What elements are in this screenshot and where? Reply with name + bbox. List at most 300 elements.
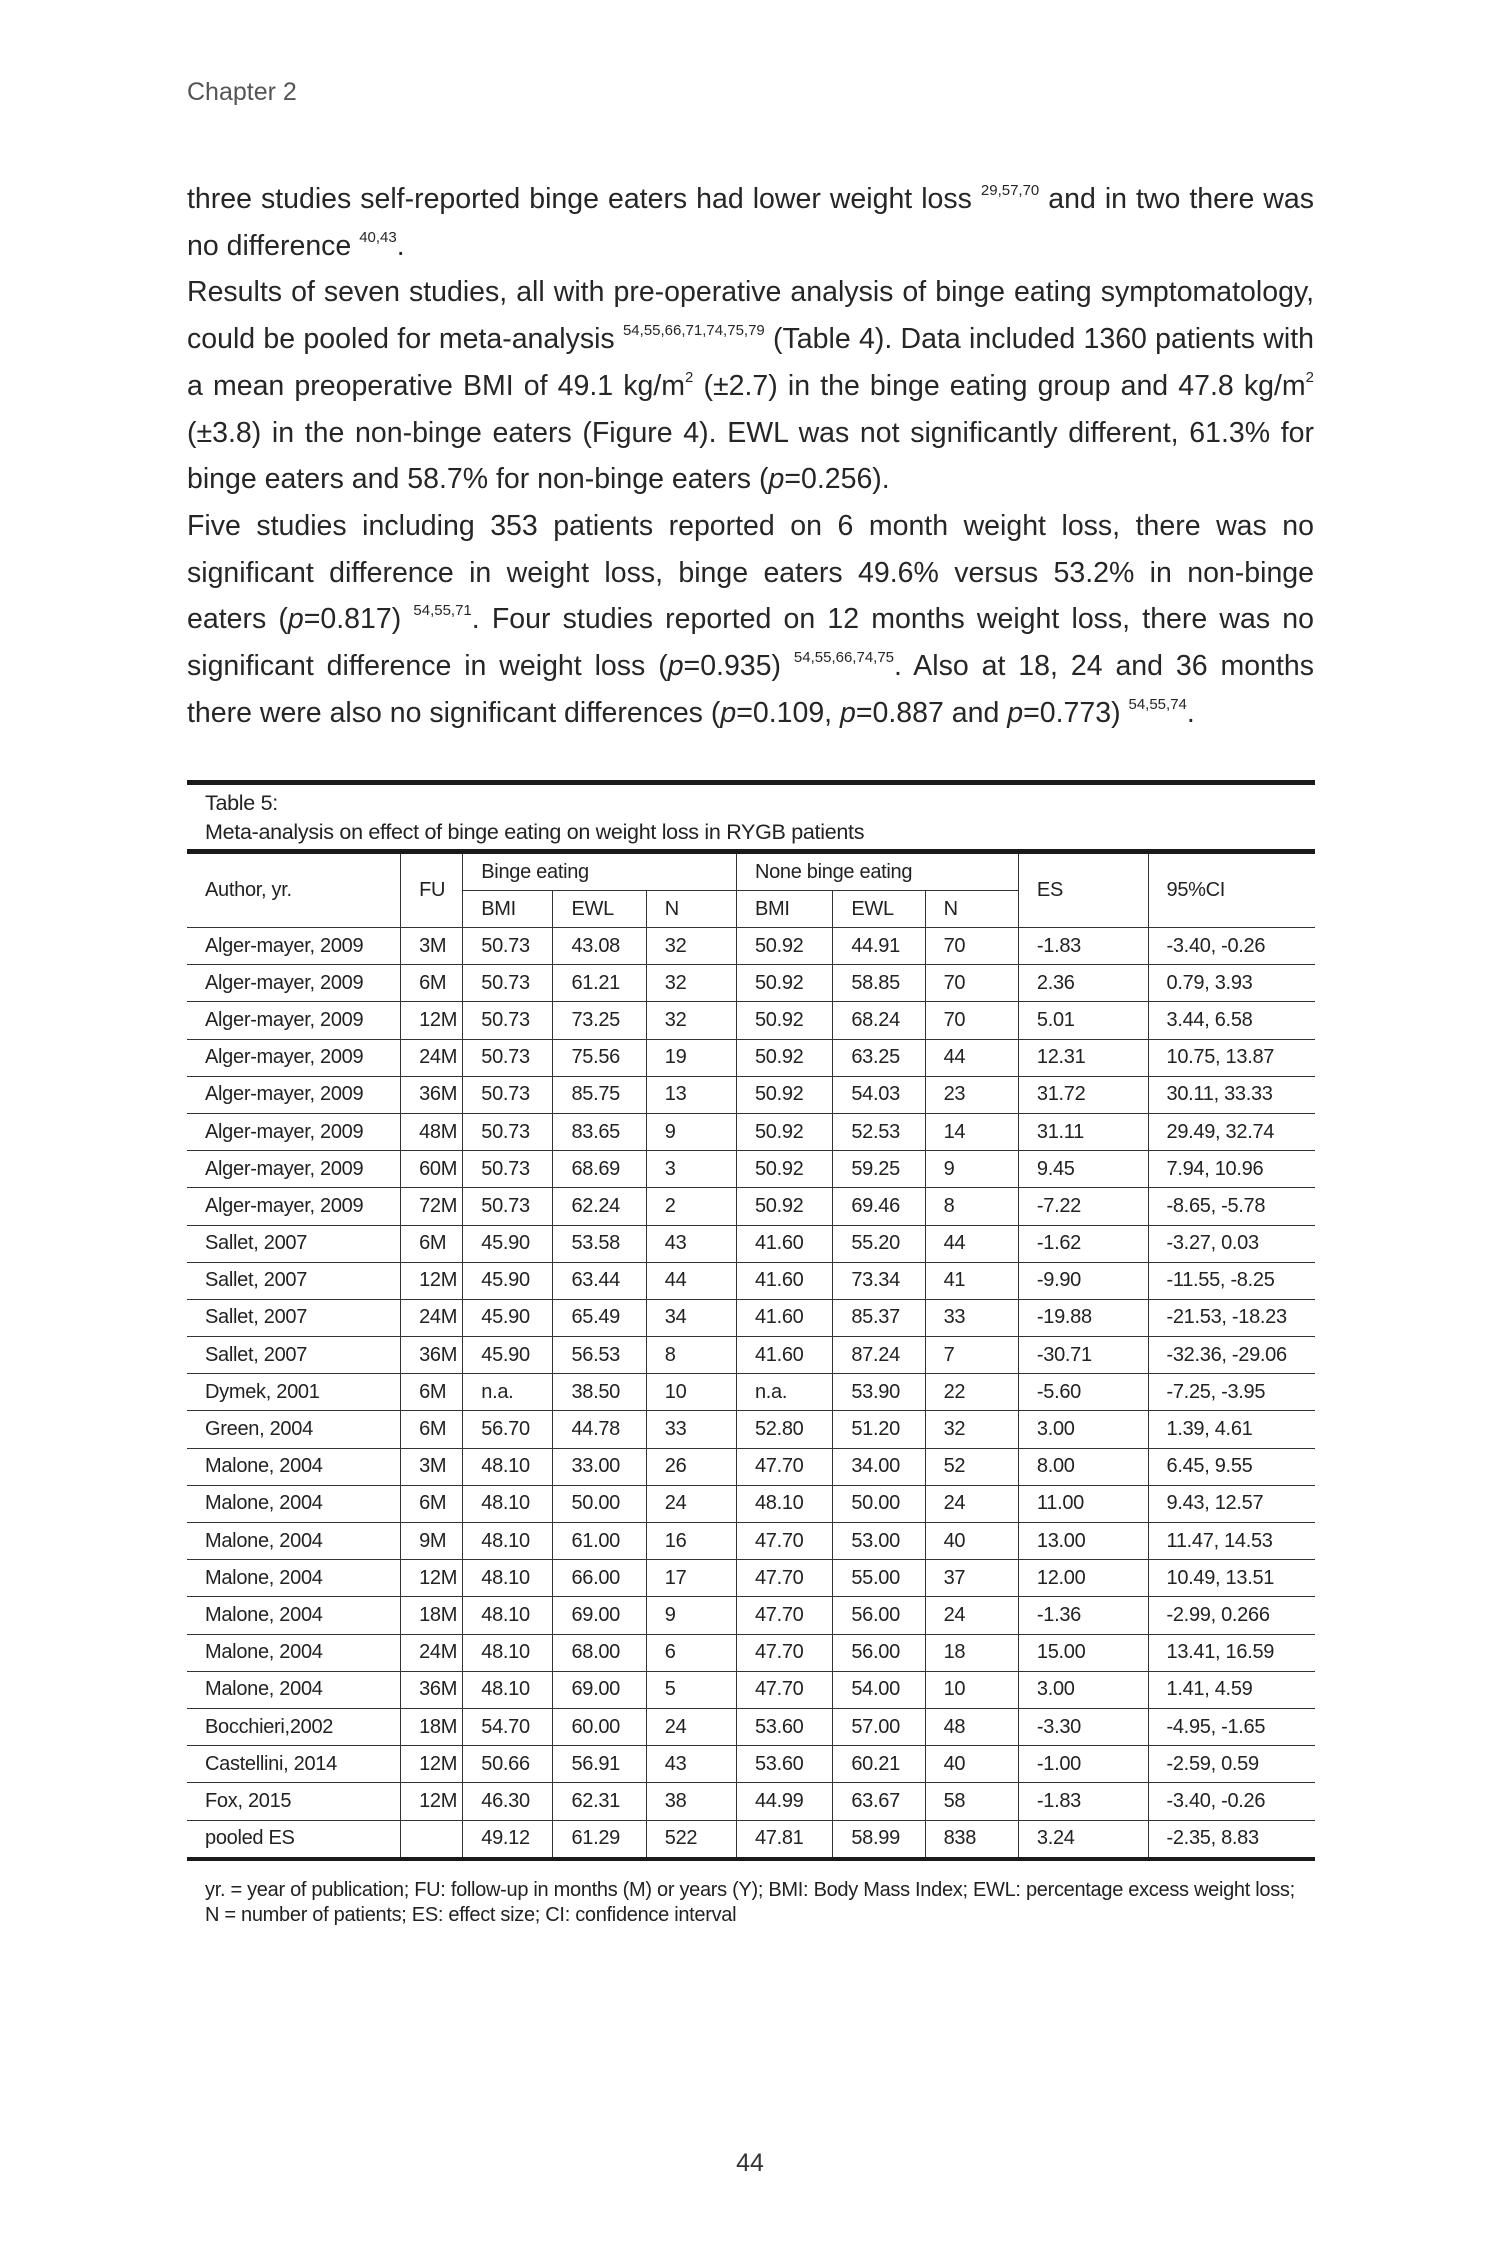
- citation-superscript: 2: [685, 368, 694, 386]
- cell-es: -3.30: [1018, 1708, 1148, 1745]
- cell-ci: 1.39, 4.61: [1148, 1411, 1315, 1448]
- cell-ci: 10.75, 13.87: [1148, 1039, 1315, 1076]
- cell-ci: -32.36, -29.06: [1148, 1337, 1315, 1374]
- results-table: [187, 854, 1315, 1861]
- cell-binge-ewl: 56.53: [553, 1337, 646, 1374]
- cell-es: 9.45: [1018, 1151, 1148, 1188]
- cell-binge-ewl: 75.56: [553, 1039, 646, 1076]
- cell-binge-ewl: 60.00: [553, 1708, 646, 1745]
- cell-none-n: 48: [925, 1708, 1018, 1745]
- cell-none-bmi: 50.92: [736, 1188, 832, 1225]
- cell-binge-n: 3: [646, 1151, 736, 1188]
- cell-none-bmi: 41.60: [736, 1337, 832, 1374]
- cell-fu: 72M: [401, 1188, 463, 1225]
- table-row: [187, 1523, 1315, 1560]
- cell-binge-n: 32: [646, 965, 736, 1002]
- cell-binge-n: 9: [646, 1113, 736, 1150]
- cell-ci: 6.45, 9.55: [1148, 1448, 1315, 1485]
- cell-binge-bmi: 45.90: [463, 1262, 553, 1299]
- cell-none-n: 7: [925, 1337, 1018, 1374]
- table-row: [187, 1746, 1315, 1783]
- cell-author: Sallet, 2007: [187, 1299, 401, 1336]
- cell-none-bmi: 50.92: [736, 1039, 832, 1076]
- table-row: [187, 1448, 1315, 1485]
- cell-binge-bmi: 50.73: [463, 1039, 553, 1076]
- cell-binge-bmi: 48.10: [463, 1597, 553, 1634]
- cell-none-bmi: 47.70: [736, 1634, 832, 1671]
- cell-none-bmi: 47.70: [736, 1671, 832, 1708]
- page-number: 44: [736, 2149, 764, 2177]
- cell-binge-ewl: 62.24: [553, 1188, 646, 1225]
- header-binge-ewl: EWL: [553, 891, 646, 928]
- cell-fu: 48M: [401, 1113, 463, 1150]
- footnote-line: N = number of patients; ES: effect size; CI: confidence interval: [205, 1904, 737, 1926]
- cell-none-ewl: 55.20: [833, 1225, 925, 1262]
- cell-none-ewl: 60.21: [833, 1746, 925, 1783]
- header-ci: 95%CI: [1148, 854, 1315, 928]
- cell-ci: -11.55, -8.25: [1148, 1262, 1315, 1299]
- cell-binge-bmi: 56.70: [463, 1411, 553, 1448]
- cell-binge-ewl: 68.00: [553, 1634, 646, 1671]
- cell-none-bmi: 47.70: [736, 1597, 832, 1634]
- cell-none-n: 838: [925, 1820, 1018, 1859]
- cell-binge-bmi: 49.12: [463, 1820, 553, 1859]
- cell-author: Fox, 2015: [187, 1783, 401, 1820]
- cell-binge-bmi: 48.10: [463, 1523, 553, 1560]
- cell-binge-n: 32: [646, 928, 736, 965]
- citation-superscript: 2: [1305, 368, 1314, 386]
- cell-none-bmi: 47.70: [736, 1523, 832, 1560]
- cell-es: 3.24: [1018, 1820, 1148, 1859]
- text-run: . Four studies reported on 12 months weight loss, there was no significant difference in weight loss (: [187, 603, 1314, 683]
- cell-ci: -3.40, -0.26: [1148, 1783, 1315, 1820]
- table-row: [187, 1299, 1315, 1336]
- cell-binge-bmi: 48.10: [463, 1485, 553, 1522]
- cell-ci: 13.41, 16.59: [1148, 1634, 1315, 1671]
- cell-none-n: 8: [925, 1188, 1018, 1225]
- table-caption: [187, 780, 1315, 854]
- cell-fu: 9M: [401, 1523, 463, 1560]
- cell-es: 15.00: [1018, 1634, 1148, 1671]
- cell-fu: 18M: [401, 1708, 463, 1745]
- cell-binge-n: 10: [646, 1374, 736, 1411]
- cell-none-ewl: 51.20: [833, 1411, 925, 1448]
- cell-fu: 6M: [401, 1374, 463, 1411]
- cell-fu: 24M: [401, 1299, 463, 1336]
- cell-none-ewl: 54.00: [833, 1671, 925, 1708]
- body-text: [187, 176, 1314, 736]
- header-fu: FU: [401, 854, 463, 928]
- cell-none-n: 37: [925, 1560, 1018, 1597]
- cell-none-ewl: 57.00: [833, 1708, 925, 1745]
- cell-es: 5.01: [1018, 1002, 1148, 1039]
- table-row: [187, 1188, 1315, 1225]
- table-row: [187, 1374, 1315, 1411]
- cell-binge-bmi: 50.73: [463, 1113, 553, 1150]
- cell-none-ewl: 56.00: [833, 1634, 925, 1671]
- cell-binge-n: 26: [646, 1448, 736, 1485]
- table-row: [187, 928, 1315, 965]
- cell-author: Bocchieri,2002: [187, 1708, 401, 1745]
- cell-none-bmi: 50.92: [736, 1113, 832, 1150]
- cell-none-bmi: 50.92: [736, 1151, 832, 1188]
- cell-binge-n: 2: [646, 1188, 736, 1225]
- cell-ci: -3.27, 0.03: [1148, 1225, 1315, 1262]
- cell-binge-bmi: 50.73: [463, 1188, 553, 1225]
- cell-binge-ewl: 62.31: [553, 1783, 646, 1820]
- header-binge-eating: Binge eating: [463, 854, 737, 891]
- cell-fu: 12M: [401, 1783, 463, 1820]
- italic-variable: p: [840, 696, 856, 729]
- cell-none-ewl: 63.67: [833, 1783, 925, 1820]
- cell-binge-ewl: 61.29: [553, 1820, 646, 1859]
- cell-binge-ewl: 65.49: [553, 1299, 646, 1336]
- table-row: [187, 1151, 1315, 1188]
- cell-none-ewl: 58.99: [833, 1820, 925, 1859]
- cell-none-n: 14: [925, 1113, 1018, 1150]
- cell-binge-bmi: 48.10: [463, 1560, 553, 1597]
- paragraph: [187, 176, 1314, 269]
- cell-none-n: 24: [925, 1485, 1018, 1522]
- cell-none-n: 23: [925, 1076, 1018, 1113]
- cell-none-bmi: 41.60: [736, 1262, 832, 1299]
- text-run: (Table 4). Data included 1360 patients with a mean preoperative BMI of 49.1 kg/m: [187, 323, 1314, 402]
- text-run: and in two there was no difference: [187, 183, 1314, 262]
- header-none-bmi: BMI: [736, 891, 832, 928]
- text-run: =0.773): [1023, 696, 1129, 729]
- cell-none-n: 44: [925, 1225, 1018, 1262]
- cell-none-bmi: 50.92: [736, 1076, 832, 1113]
- header-author: Author, yr.: [187, 854, 401, 928]
- cell-binge-ewl: 61.00: [553, 1523, 646, 1560]
- cell-none-n: 33: [925, 1299, 1018, 1336]
- citation-superscript: 29,57,70: [980, 182, 1040, 199]
- citation-superscript: 54,55,71: [413, 602, 472, 620]
- cell-none-bmi: 48.10: [736, 1485, 832, 1522]
- cell-binge-n: 24: [646, 1485, 736, 1522]
- citation-superscript: 40,43: [359, 228, 397, 246]
- cell-fu: 24M: [401, 1634, 463, 1671]
- cell-binge-ewl: 63.44: [553, 1262, 646, 1299]
- cell-author: Alger-mayer, 2009: [187, 1151, 401, 1188]
- table-row: [187, 1634, 1315, 1671]
- cell-author: Alger-mayer, 2009: [187, 1188, 401, 1225]
- cell-binge-bmi: 50.73: [463, 1076, 553, 1113]
- cell-none-bmi: 52.80: [736, 1411, 832, 1448]
- cell-binge-n: 43: [646, 1746, 736, 1783]
- cell-binge-bmi: 46.30: [463, 1783, 553, 1820]
- cell-binge-bmi: 48.10: [463, 1448, 553, 1485]
- cell-ci: -2.35, 8.83: [1148, 1820, 1315, 1859]
- cell-none-bmi: 41.60: [736, 1225, 832, 1262]
- citation-superscript: 54,55,74: [1128, 695, 1187, 713]
- cell-fu: 36M: [401, 1337, 463, 1374]
- text-run: =0.887 and: [855, 696, 1008, 729]
- cell-author: Malone, 2004: [187, 1523, 401, 1560]
- table-row: [187, 1076, 1315, 1113]
- cell-binge-bmi: 48.10: [463, 1634, 553, 1671]
- cell-none-ewl: 34.00: [833, 1448, 925, 1485]
- cell-none-ewl: 56.00: [833, 1597, 925, 1634]
- cell-binge-n: 43: [646, 1225, 736, 1262]
- cell-fu: 6M: [401, 965, 463, 1002]
- cell-fu: 6M: [401, 1485, 463, 1522]
- table-row: [187, 1002, 1315, 1039]
- cell-none-bmi: 44.99: [736, 1783, 832, 1820]
- cell-fu: 6M: [401, 1225, 463, 1262]
- cell-binge-ewl: 56.91: [553, 1746, 646, 1783]
- cell-none-n: 32: [925, 1411, 1018, 1448]
- cell-binge-n: 6: [646, 1634, 736, 1671]
- cell-binge-ewl: 44.78: [553, 1411, 646, 1448]
- cell-binge-n: 32: [646, 1002, 736, 1039]
- cell-binge-ewl: 69.00: [553, 1671, 646, 1708]
- cell-binge-ewl: 61.21: [553, 965, 646, 1002]
- cell-author: pooled ES: [187, 1820, 401, 1859]
- cell-binge-n: 17: [646, 1560, 736, 1597]
- table-label: Table 5:: [205, 791, 278, 815]
- table-row: [187, 1485, 1315, 1522]
- cell-fu: 12M: [401, 1560, 463, 1597]
- table-row: [187, 1262, 1315, 1299]
- cell-binge-n: 9: [646, 1597, 736, 1634]
- cell-es: -1.83: [1018, 928, 1148, 965]
- cell-author: Alger-mayer, 2009: [187, 1113, 401, 1150]
- cell-ci: 3.44, 6.58: [1148, 1002, 1315, 1039]
- cell-es: -9.90: [1018, 1262, 1148, 1299]
- text-run: Five studies including 353 patients reported on 6 month weight loss, there was no significant difference in weight loss, binge eaters 49.6% versus 53.2% in non-binge eaters (: [187, 509, 1314, 636]
- cell-binge-bmi: 50.66: [463, 1746, 553, 1783]
- header-none-binge-eating: None binge eating: [736, 854, 1018, 891]
- cell-ci: 30.11, 33.33: [1148, 1076, 1315, 1113]
- cell-fu: 12M: [401, 1746, 463, 1783]
- cell-binge-ewl: 66.00: [553, 1560, 646, 1597]
- cell-binge-n: 33: [646, 1411, 736, 1448]
- cell-fu: 3M: [401, 928, 463, 965]
- cell-none-ewl: 50.00: [833, 1485, 925, 1522]
- cell-none-bmi: n.a.: [736, 1374, 832, 1411]
- cell-binge-ewl: 85.75: [553, 1076, 646, 1113]
- header-es: ES: [1018, 854, 1148, 928]
- cell-binge-ewl: 83.65: [553, 1113, 646, 1150]
- cell-none-n: 10: [925, 1671, 1018, 1708]
- cell-binge-ewl: 73.25: [553, 1002, 646, 1039]
- cell-binge-ewl: 53.58: [553, 1225, 646, 1262]
- text-run: .: [396, 229, 405, 262]
- cell-es: 2.36: [1018, 965, 1148, 1002]
- cell-author: Sallet, 2007: [187, 1337, 401, 1374]
- cell-none-n: 40: [925, 1523, 1018, 1560]
- cell-binge-ewl: 68.69: [553, 1151, 646, 1188]
- cell-none-n: 9: [925, 1151, 1018, 1188]
- cell-none-n: 70: [925, 928, 1018, 965]
- paragraph: [187, 503, 1314, 737]
- cell-binge-bmi: 50.73: [463, 965, 553, 1002]
- cell-author: Alger-mayer, 2009: [187, 1076, 401, 1113]
- cell-none-bmi: 50.92: [736, 928, 832, 965]
- cell-ci: -2.99, 0.266: [1148, 1597, 1315, 1634]
- text-run: .: [1186, 696, 1195, 729]
- table-row: [187, 1708, 1315, 1745]
- cell-author: Malone, 2004: [187, 1448, 401, 1485]
- cell-binge-n: 13: [646, 1076, 736, 1113]
- cell-binge-bmi: n.a.: [463, 1374, 553, 1411]
- cell-ci: -8.65, -5.78: [1148, 1188, 1315, 1225]
- cell-binge-bmi: 50.73: [463, 928, 553, 965]
- cell-ci: 9.43, 12.57: [1148, 1485, 1315, 1522]
- cell-none-bmi: 50.92: [736, 965, 832, 1002]
- cell-fu: 18M: [401, 1597, 463, 1634]
- cell-ci: -4.95, -1.65: [1148, 1708, 1315, 1745]
- cell-binge-n: 8: [646, 1337, 736, 1374]
- cell-none-ewl: 58.85: [833, 965, 925, 1002]
- italic-variable: p: [768, 463, 785, 496]
- cell-binge-bmi: 45.90: [463, 1337, 553, 1374]
- cell-fu: 36M: [401, 1671, 463, 1708]
- cell-binge-n: 34: [646, 1299, 736, 1336]
- text-run: =0.935): [683, 650, 794, 683]
- cell-es: 31.11: [1018, 1113, 1148, 1150]
- cell-none-n: 52: [925, 1448, 1018, 1485]
- cell-es: 13.00: [1018, 1523, 1148, 1560]
- table-row: [187, 1113, 1315, 1150]
- cell-binge-ewl: 50.00: [553, 1485, 646, 1522]
- cell-author: Green, 2004: [187, 1411, 401, 1448]
- table-row: [187, 1337, 1315, 1374]
- cell-binge-ewl: 33.00: [553, 1448, 646, 1485]
- italic-variable: p: [667, 650, 684, 683]
- header-none-n: N: [925, 891, 1018, 928]
- cell-fu: 12M: [401, 1262, 463, 1299]
- cell-none-ewl: 59.25: [833, 1151, 925, 1188]
- cell-author: Castellini, 2014: [187, 1746, 401, 1783]
- cell-binge-n: 5: [646, 1671, 736, 1708]
- text-run: (±2.7) in the binge eating group and 47.8 kg/m: [693, 369, 1306, 402]
- cell-fu: 3M: [401, 1448, 463, 1485]
- cell-none-n: 44: [925, 1039, 1018, 1076]
- cell-es: -1.00: [1018, 1746, 1148, 1783]
- cell-none-ewl: 53.90: [833, 1374, 925, 1411]
- cell-fu: 36M: [401, 1076, 463, 1113]
- text-run: (±3.8) in the non-binge eaters (Figure 4). EWL was not significantly different, 61.3% for binge eaters and 58.7% for non-binge eaters (: [187, 416, 1314, 496]
- cell-none-ewl: 69.46: [833, 1188, 925, 1225]
- cell-binge-n: 19: [646, 1039, 736, 1076]
- cell-es: 11.00: [1018, 1485, 1148, 1522]
- cell-author: Alger-mayer, 2009: [187, 928, 401, 965]
- cell-ci: -21.53, -18.23: [1148, 1299, 1315, 1336]
- cell-binge-bmi: 45.90: [463, 1299, 553, 1336]
- cell-binge-bmi: 45.90: [463, 1225, 553, 1262]
- cell-author: Sallet, 2007: [187, 1225, 401, 1262]
- cell-none-bmi: 53.60: [736, 1708, 832, 1745]
- text-run: . Also at 18, 24 and 36 months there were also no significant differences (: [187, 650, 1314, 729]
- cell-binge-n: 24: [646, 1708, 736, 1745]
- cell-binge-bmi: 54.70: [463, 1708, 553, 1745]
- text-run: Results of seven studies, all with pre-operative analysis of binge eating symptomatology, could be pooled for meta-analysis: [187, 276, 1314, 356]
- table-title: Meta-analysis on effect of binge eating on weight loss in RYGB patients: [205, 820, 865, 844]
- table-row: [187, 1039, 1315, 1076]
- cell-author: Alger-mayer, 2009: [187, 1002, 401, 1039]
- cell-author: Sallet, 2007: [187, 1262, 401, 1299]
- cell-es: 3.00: [1018, 1411, 1148, 1448]
- header-binge-bmi: BMI: [463, 891, 553, 928]
- cell-ci: 7.94, 10.96: [1148, 1151, 1315, 1188]
- cell-none-n: 24: [925, 1597, 1018, 1634]
- cell-binge-ewl: 38.50: [553, 1374, 646, 1411]
- cell-ci: 29.49, 32.74: [1148, 1113, 1315, 1150]
- cell-fu: 24M: [401, 1039, 463, 1076]
- cell-none-n: 58: [925, 1783, 1018, 1820]
- cell-binge-ewl: 69.00: [553, 1597, 646, 1634]
- cell-none-n: 70: [925, 965, 1018, 1002]
- table-5: [187, 780, 1315, 1861]
- cell-none-n: 40: [925, 1746, 1018, 1783]
- cell-none-ewl: 55.00: [833, 1560, 925, 1597]
- cell-binge-bmi: 48.10: [463, 1671, 553, 1708]
- cell-none-ewl: 68.24: [833, 1002, 925, 1039]
- cell-es: 31.72: [1018, 1076, 1148, 1113]
- cell-es: 12.00: [1018, 1560, 1148, 1597]
- cell-none-ewl: 44.91: [833, 928, 925, 965]
- cell-author: Alger-mayer, 2009: [187, 965, 401, 1002]
- cell-author: Malone, 2004: [187, 1560, 401, 1597]
- cell-fu: 60M: [401, 1151, 463, 1188]
- cell-none-ewl: 73.34: [833, 1262, 925, 1299]
- cell-author: Alger-mayer, 2009: [187, 1039, 401, 1076]
- cell-none-bmi: 47.81: [736, 1820, 832, 1859]
- cell-fu: 6M: [401, 1411, 463, 1448]
- italic-variable: p: [1007, 696, 1024, 729]
- cell-fu: [401, 1820, 463, 1859]
- text-run: =0.109,: [736, 696, 841, 729]
- header-none-ewl: EWL: [833, 891, 925, 928]
- cell-author: Malone, 2004: [187, 1671, 401, 1708]
- cell-none-n: 41: [925, 1262, 1018, 1299]
- cell-ci: -3.40, -0.26: [1148, 928, 1315, 965]
- cell-binge-bmi: 50.73: [463, 1151, 553, 1188]
- italic-variable: p: [287, 603, 304, 636]
- cell-none-ewl: 85.37: [833, 1299, 925, 1336]
- cell-none-ewl: 63.25: [833, 1039, 925, 1076]
- cell-none-bmi: 41.60: [736, 1299, 832, 1336]
- cell-es: 3.00: [1018, 1671, 1148, 1708]
- cell-es: -30.71: [1018, 1337, 1148, 1374]
- cell-none-n: 18: [925, 1634, 1018, 1671]
- cell-ci: -7.25, -3.95: [1148, 1374, 1315, 1411]
- cell-none-n: 70: [925, 1002, 1018, 1039]
- cell-binge-bmi: 50.73: [463, 1002, 553, 1039]
- citation-superscript: 54,55,66,74,75: [793, 649, 895, 667]
- cell-es: 8.00: [1018, 1448, 1148, 1485]
- table-footnote: [205, 1878, 1315, 1928]
- footnote-line: yr. = year of publication; FU: follow-up in months (M) or years (Y); BMI: Body Mass Index; EWL: percentage excess weight loss;: [205, 1879, 1295, 1901]
- table-row: [187, 1671, 1315, 1708]
- cell-ci: -2.59, 0.59: [1148, 1746, 1315, 1783]
- paragraph: [187, 269, 1314, 503]
- cell-none-ewl: 54.03: [833, 1076, 925, 1113]
- cell-es: -1.36: [1018, 1597, 1148, 1634]
- cell-es: 12.31: [1018, 1039, 1148, 1076]
- cell-binge-ewl: 43.08: [553, 928, 646, 965]
- cell-author: Dymek, 2001: [187, 1374, 401, 1411]
- table-row: [187, 1597, 1315, 1634]
- cell-es: -1.83: [1018, 1783, 1148, 1820]
- header-binge-n: N: [646, 891, 736, 928]
- cell-es: -19.88: [1018, 1299, 1148, 1336]
- table-row: [187, 1783, 1315, 1820]
- cell-binge-n: 16: [646, 1523, 736, 1560]
- cell-author: Malone, 2004: [187, 1634, 401, 1671]
